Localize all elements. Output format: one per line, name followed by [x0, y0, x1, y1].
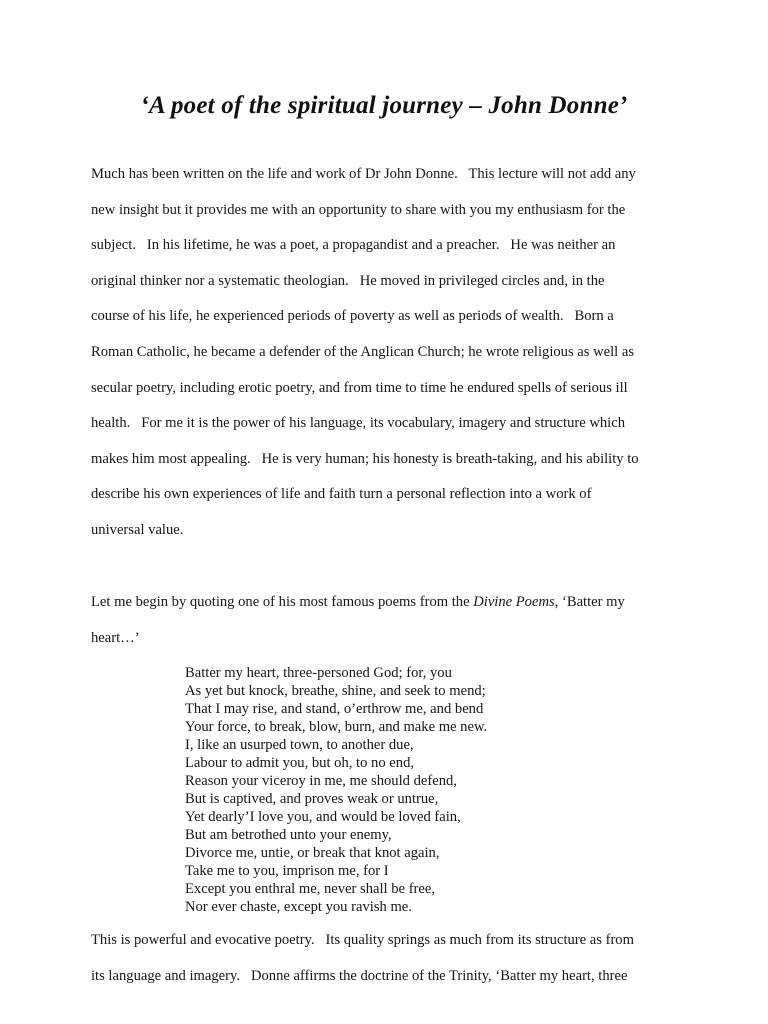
text-line: original thinker nor a systematic theologian. He moved in privileged circles and, in the [91, 272, 605, 289]
quote-intro-paragraph [91, 585, 691, 656]
poem-line: Labour to admit you, but oh, to no end, [185, 755, 415, 771]
document-title: ‘A poet of the spiritual journey – John Donne’ [140, 92, 628, 119]
poem-line: But is captived, and proves weak or untrue, [185, 791, 439, 807]
text-line: secular poetry, including erotic poetry, and from time to time he endured spells of serious ill [91, 379, 628, 396]
poem-line: Your force, to break, blow, burn, and make me new. [185, 719, 488, 735]
closing-paragraph [91, 923, 691, 994]
intro-paragraph [91, 157, 691, 549]
text-line: Roman Catholic, he became a defender of the Anglican Church; he wrote religious as well as [91, 343, 635, 360]
text-line [91, 585, 691, 621]
text-line: makes him most appealing. He is very human; his honesty is breath-taking, and his ability to [91, 450, 639, 467]
poem-line: Batter my heart, three-personed God; for, you [185, 665, 452, 681]
poem-line: Yet dearly’I love you, and would be loved fain, [185, 809, 461, 825]
poem-line: Except you enthral me, never shall be free, [185, 881, 436, 897]
text-line: universal value. [91, 521, 184, 538]
text-line: subject. In his lifetime, he was a poet, a propagandist and a preacher. He was neither an [91, 237, 616, 254]
poem-block [185, 664, 487, 916]
text-line: course of his life, he experienced periods of poverty as well as periods of wealth. Born a [91, 308, 614, 325]
poem-line: Nor ever chaste, except you ravish me. [185, 899, 412, 915]
poem-line: As yet but knock, breathe, shine, and seek to mend; [185, 683, 486, 699]
work-title: Divine Poems [473, 594, 555, 610]
poem-line: But am betrothed unto your enemy, [185, 827, 392, 843]
poem-line: Reason your viceroy in me, me should defend, [185, 773, 457, 789]
text-line: new insight but it provides me with an opportunity to share with you my enthusiasm for the [91, 201, 626, 218]
text-line: its language and imagery. Donne affirms the doctrine of the Trinity, ‘Batter my heart, three [91, 967, 628, 984]
text-line: This is powerful and evocative poetry. Its quality springs as much from its structure as from [91, 932, 634, 948]
poem-line: Take me to you, imprison me, for I [185, 863, 389, 879]
quote-intro-text: Let me begin by quoting one of his most famous poems from the [91, 594, 474, 610]
text-line: describe his own experiences of life and faith turn a personal reflection into a work of [91, 486, 592, 503]
poem-line: I, like an usurped town, to another due, [185, 737, 414, 753]
text-line: health. For me it is the power of his language, its vocabulary, imagery and structure which [91, 415, 626, 432]
poem-line: Divorce me, untie, or break that knot again, [185, 845, 440, 861]
quote-intro-text: , ‘Batter my [554, 594, 625, 610]
text-line: heart…’ [91, 629, 140, 646]
poem-line: That I may rise, and stand, o’erthrow me, and bend [185, 701, 484, 717]
text-line: Much has been written on the life and work of Dr John Donne. This lecture will not add any [91, 166, 636, 182]
